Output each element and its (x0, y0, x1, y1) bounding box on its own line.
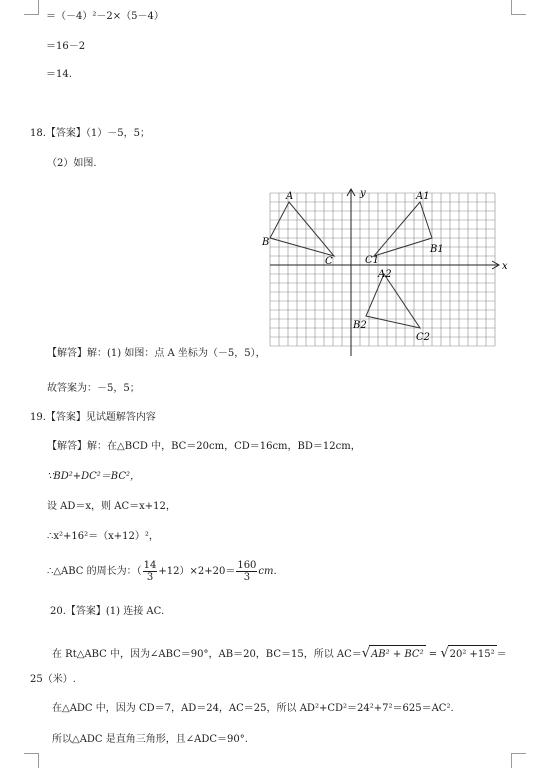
corner-mark-top-left (24, 0, 39, 15)
sqrt-sign-2: √ (440, 646, 449, 661)
q18-part2: （2）如图. (47, 158, 97, 169)
calc-line-1: ＝（－4）²－2×（5－4） (46, 11, 164, 22)
corner-mark-top-right (511, 0, 526, 15)
sqrt-20-15: 20² +15² (448, 645, 497, 664)
q19-let: 设 AD＝x，则 AC＝x+12， (47, 501, 176, 512)
x-axis-label: x (502, 261, 508, 272)
q19-explanation: 【解答】解：在△BCD 中，BC＝20cm，CD＝16cm，BD＝12cm， (47, 441, 361, 452)
q20-final: 所以△ADC 是直角三角形，且∠ADC＝90°. (52, 734, 248, 745)
perimeter-middle: +12）×2+20＝ (158, 566, 236, 577)
label-c: C (325, 256, 333, 267)
calc-line-2: ＝16－2 (46, 41, 86, 52)
fraction-2-denominator: 3 (243, 572, 251, 583)
q19-because: ∵BD²+DC²＝BC²， (47, 471, 140, 482)
q18-explanation: 【解答】解：(1) 如图：点 A 坐标为（－5，5）， (47, 348, 266, 359)
coordinate-grid-svg (262, 186, 510, 358)
label-c2: C2 (416, 332, 431, 343)
label-a2: A2 (378, 269, 392, 280)
label-b2: B2 (353, 320, 367, 331)
label-a: A (286, 191, 294, 202)
label-a1: A1 (416, 191, 430, 202)
label-b1: B1 (430, 244, 444, 255)
perimeter-prefix: ∴△ABC 的周长为：（ (47, 566, 142, 577)
corner-mark-bottom-left (24, 753, 39, 768)
q18-answer: 18.【答案】（1）－5，5； (30, 128, 150, 139)
coordinate-grid-figure (262, 186, 510, 358)
q20-adc-line: 在△ADC 中，因为 CD＝7，AD＝24，AC＝25，所以 AD²+CD²＝24²+7²＝625＝AC². (52, 703, 454, 714)
sqrt-ab2-bc2: AB² + BC² (369, 645, 426, 664)
perimeter-unit: cm. (258, 566, 277, 577)
calc-line-3: ＝14. (46, 69, 72, 80)
q19-perimeter-line (47, 560, 277, 583)
equals-sign: = (425, 649, 441, 660)
q20-result: 25（米）. (30, 674, 76, 685)
q20-answer: 20.【答案】(1) 连接 AC. (50, 606, 165, 617)
rt-text: 在 Rt△ABC 中，因为∠ABC＝90°，AB＝20，BC＝15，所以 AC＝ (52, 649, 362, 660)
q18-conclusion: 故答案为：－5，5； (47, 383, 140, 394)
sqrt-sign-1: √ (361, 646, 371, 661)
q19-therefore: ∴x²+16²＝（x+12）²， (47, 531, 159, 542)
q19-answer: 19.【答案】见试题解答内容 (30, 412, 156, 423)
y-axis-label: y (360, 188, 366, 199)
fraction-1-numerator: 14 (143, 560, 157, 571)
label-b: B (262, 237, 270, 248)
label-c1: C1 (365, 255, 380, 266)
q20-rt-line (52, 645, 507, 664)
rt-tail: ＝ (496, 649, 507, 660)
fraction-14-3 (143, 560, 158, 583)
fraction-160-3 (236, 560, 257, 583)
fraction-1-denominator: 3 (146, 572, 154, 583)
corner-mark-bottom-right (511, 753, 526, 768)
fraction-2-numerator: 160 (237, 560, 257, 571)
